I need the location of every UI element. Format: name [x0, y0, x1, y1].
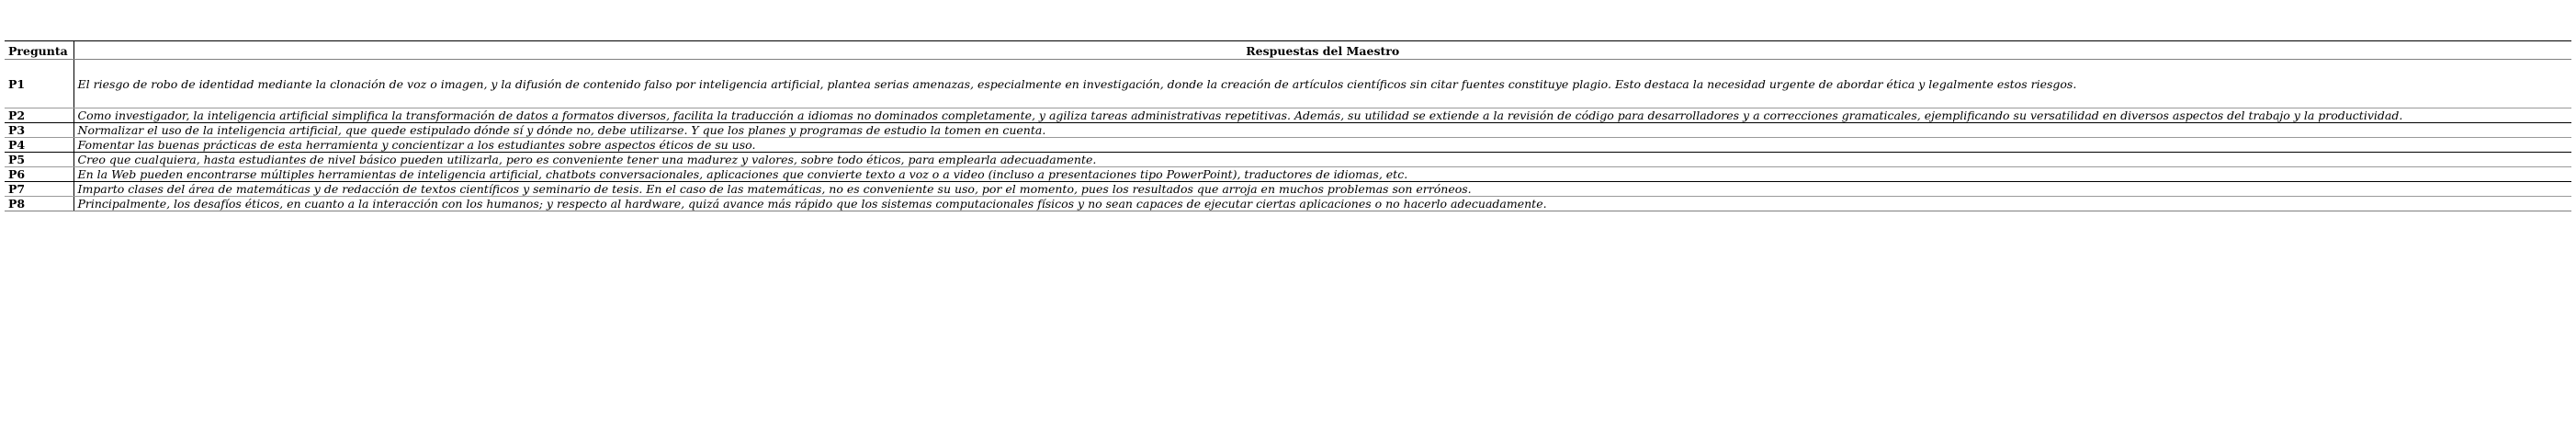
table-row — [5, 197, 2571, 211]
answer-text: Principalmente, los desafíos éticos, en cuanto a la interacción con los humanos; y respecto al hardware, quizá avance más rápido que los sistemas computacionales físicos y no sean capaces de ejecutar ciertas aplicaciones o no hacerlo adecuadamente. — [73, 197, 2571, 211]
table-row — [5, 182, 2571, 197]
answer-text: Imparto clases del área de matemáticas y de redacción de textos científicos y seminario de tesis. En el caso de las matemáticas, no es conveniente su uso, por el momento, pues los resultados que arroja en muchos problemas son erróneos. — [73, 182, 2571, 197]
responses-table-container — [5, 40, 2571, 211]
header-answer: Respuestas del Maestro — [73, 41, 2571, 60]
table-row — [5, 153, 2571, 167]
answer-text: El riesgo de robo de identidad mediante la clonación de voz o imagen, y la difusión de contenido falso por inteligencia artificial, plantea serias amenazas, especialmente en investigación, donde la creación de artículos científicos sin citar fuentes constituye plagio. Esto destaca la necesidad urgente de abordar ética y legalmente estos riesgos. — [73, 60, 2571, 108]
answer-text: Normalizar el uso de la inteligencia artificial, que quede estipulado dónde sí y dónde no, debe utilizarse. Y que los planes y programas de estudio la tomen en cuenta. — [73, 123, 2571, 138]
question-id: P6 — [5, 167, 73, 182]
table-row — [5, 60, 2571, 108]
table-row — [5, 138, 2571, 153]
answer-text: Como investigador, la inteligencia artificial simplifica la transformación de datos a formatos diversos, facilita la traducción a idiomas no dominados completamente, y agiliza tareas administrativas repetitivas. Además, su utilidad se extiende a la revisión de código para desarrolladores y a correcciones gramaticales, ejemplificando su versatilidad en diversos aspectos del trabajo y la productividad. — [73, 108, 2571, 123]
question-id: P3 — [5, 123, 73, 138]
table-row — [5, 167, 2571, 182]
question-id: P2 — [5, 108, 73, 123]
table-header-row — [5, 41, 2571, 60]
question-id: P4 — [5, 138, 73, 153]
table-row — [5, 123, 2571, 138]
table-row — [5, 108, 2571, 123]
answer-text: Creo que cualquiera, hasta estudiantes de nivel básico pueden utilizarla, pero es conveniente tener una madurez y valores, sobre todo éticos, para emplearla adecuadamente. — [73, 153, 2571, 167]
question-id: P7 — [5, 182, 73, 197]
question-id: P8 — [5, 197, 73, 211]
responses-table — [5, 40, 2571, 211]
answer-text: En la Web pueden encontrarse múltiples herramientas de inteligencia artificial, chatbots conversacionales, aplicaciones que convierte texto a voz o a video (incluso a presentaciones tipo PowerPoint), traductores de idiomas, etc. — [73, 167, 2571, 182]
answer-text: Fomentar las buenas prácticas de esta herramienta y concientizar a los estudiantes sobre aspectos éticos de su uso. — [73, 138, 2571, 153]
question-id: P5 — [5, 153, 73, 167]
header-question: Pregunta — [5, 41, 73, 60]
question-id: P1 — [5, 60, 73, 108]
